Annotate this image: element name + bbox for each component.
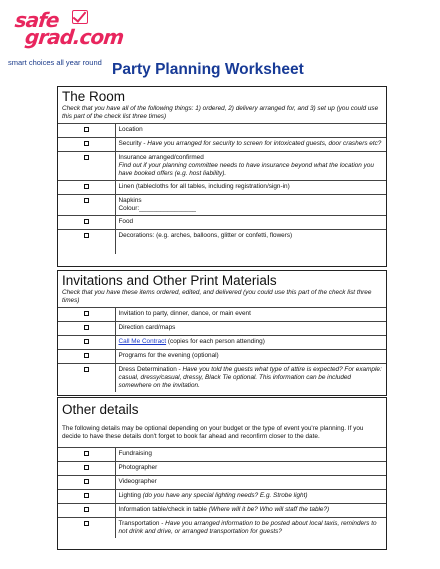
- print-heading: Invitations and Other Print Materials: [62, 273, 277, 288]
- item-cell: [115, 518, 386, 539]
- checkbox[interactable]: [84, 367, 89, 372]
- print-checklist: [58, 307, 386, 392]
- table-row: [58, 364, 386, 393]
- table-row: [58, 490, 386, 504]
- table-row: [58, 124, 386, 138]
- checkbox[interactable]: [84, 233, 89, 238]
- table-row: [58, 350, 386, 364]
- item-label: Decorations: (e.g. arches, balloons, glitter or confetti, flowers): [118, 232, 293, 239]
- table-row: [58, 322, 386, 336]
- call-me-contract-link[interactable]: Call Me Contract: [118, 338, 167, 345]
- logo-line-1: safe: [13, 8, 60, 32]
- item-cell: [115, 230, 386, 254]
- item-cell: [115, 308, 386, 322]
- table-row: [58, 195, 386, 216]
- table-row: [58, 462, 386, 476]
- checkbox-cell: [58, 230, 115, 254]
- checkbox-cell: [58, 195, 115, 216]
- table-row: [58, 336, 386, 350]
- napkin-colour-field[interactable]: Colour:________________: [118, 205, 196, 212]
- checkbox-cell: [58, 181, 115, 195]
- item-cell: [115, 124, 386, 138]
- checkbox-cell: [58, 152, 115, 181]
- print-intro: Check that you have these items ordered, edited, and delivered (you could use this part of the check list three times): [62, 289, 372, 304]
- checkbox-cell: [58, 138, 115, 152]
- page-title: Party Planning Worksheet: [112, 61, 304, 78]
- item-label: Photographer: [118, 464, 158, 471]
- other-heading: Other details: [62, 402, 139, 417]
- checkbox-cell: [58, 124, 115, 138]
- checkbox[interactable]: [84, 465, 89, 470]
- safegrad-logo: [8, 6, 125, 68]
- checkbox[interactable]: [84, 521, 89, 526]
- logo-line-2: grad.com: [23, 25, 125, 49]
- checkbox-cell: [58, 308, 115, 322]
- item-label: Programs for the evening (optional): [118, 352, 219, 359]
- checkbox[interactable]: [84, 155, 89, 160]
- item-cell: [115, 476, 386, 490]
- item-label: Fundraising: [118, 450, 152, 457]
- item-note: Have you told the guests what type of attire is expected? For example: casual, dressy/casual, dressy, Black Tie optional. This information can be included somewhere on the invitation.: [118, 366, 382, 389]
- item-cell: [115, 462, 386, 476]
- room-checklist: [58, 123, 386, 254]
- item-cell: [115, 152, 386, 181]
- item-label: Location: [118, 126, 143, 133]
- table-row: [58, 152, 386, 181]
- item-label: (copies for each person attending): [166, 338, 265, 345]
- table-row: [58, 476, 386, 490]
- item-cell: [115, 322, 386, 336]
- item-cell: [115, 195, 386, 216]
- checkbox[interactable]: [84, 493, 89, 498]
- checkbox-cell: [58, 216, 115, 230]
- checkbox-cell: [58, 504, 115, 518]
- item-label: Food: [118, 218, 134, 225]
- item-note: (Where will it be? Who will staff the table?): [208, 506, 330, 513]
- item-label: Videographer: [118, 478, 157, 485]
- other-checklist: [58, 447, 386, 538]
- item-label: Dress Determination -: [118, 366, 181, 373]
- other-intro: The following details may be optional depending on your budget or the type of event you're planning. If you decide to have these details don't forget to book far ahead and reconfirm closer to the date.: [62, 425, 364, 440]
- table-row: [58, 308, 386, 322]
- logo-tagline: smart choices all year round: [8, 58, 102, 67]
- checkbox-cell: [58, 350, 115, 364]
- checkbox[interactable]: [84, 451, 89, 456]
- item-cell: [115, 181, 386, 195]
- checkbox[interactable]: [84, 219, 89, 224]
- checkbox[interactable]: [84, 507, 89, 512]
- item-cell: [115, 216, 386, 230]
- item-cell: [115, 350, 386, 364]
- checkbox-cell: [58, 448, 115, 462]
- other-details-section: [57, 397, 387, 550]
- checkbox[interactable]: [84, 198, 89, 203]
- item-cell: [115, 448, 386, 462]
- item-label: Linen (tablecloths for all tables, including registration/sign-in): [118, 183, 290, 190]
- checkbox[interactable]: [84, 339, 89, 344]
- item-note: (do you have any special lighting needs? E.g. Strobe light): [142, 492, 308, 499]
- item-cell: [115, 490, 386, 504]
- checkbox[interactable]: [84, 184, 89, 189]
- table-row: [58, 448, 386, 462]
- item-cell: [115, 138, 386, 152]
- item-note: Have you arranged information to be posted about local taxis, reminders to not drink and drive, or arranged transportation for guests?: [118, 520, 377, 535]
- table-row: [58, 138, 386, 152]
- item-label: Invitation to party, dinner, dance, or main event: [118, 310, 251, 317]
- room-section: [57, 86, 387, 267]
- item-note: Have you arranged for security to screen for intoxicated guests, door crashers etc?: [147, 140, 382, 147]
- table-row: [58, 216, 386, 230]
- checkbox[interactable]: [84, 479, 89, 484]
- checkbox-cell: [58, 476, 115, 490]
- table-row: [58, 230, 386, 254]
- checkbox-cell: [58, 462, 115, 476]
- print-materials-section: [57, 270, 387, 396]
- item-label: Insurance arranged/confirmed: [118, 154, 204, 161]
- item-cell: [115, 336, 386, 350]
- checkbox[interactable]: [84, 141, 89, 146]
- item-label: Lighting: [118, 492, 141, 499]
- item-label: Napkins: [118, 197, 142, 204]
- table-row: [58, 504, 386, 518]
- checkbox-cell: [58, 518, 115, 539]
- checkbox-cell: [58, 322, 115, 336]
- item-label: Direction card/maps: [118, 324, 176, 331]
- table-row: [58, 181, 386, 195]
- checkbox-check-icon: [72, 10, 88, 24]
- checkbox-cell: [58, 336, 115, 350]
- item-label: Security -: [118, 140, 146, 147]
- checkbox[interactable]: [84, 311, 89, 316]
- checkbox[interactable]: [84, 127, 89, 132]
- checkbox-cell: [58, 364, 115, 393]
- item-cell: [115, 504, 386, 518]
- table-row: [58, 518, 386, 539]
- item-note: Find out if your planning committee needs to have insurance beyond what the location you have booked offers (e.g. host liability).: [118, 162, 374, 177]
- item-label: Information table/check in table: [118, 506, 207, 513]
- checkbox-cell: [58, 490, 115, 504]
- logo-wordmark: [12, 8, 126, 49]
- item-cell: [115, 364, 386, 393]
- room-heading: The Room: [62, 89, 126, 104]
- checkbox[interactable]: [84, 353, 89, 358]
- room-intro: Check that you have all of the following things: 1) ordered, 2) delivery arranged for, and 3) set up (you could use this part of the check list three times): [62, 105, 379, 120]
- checkbox[interactable]: [84, 325, 89, 330]
- item-label: Transportation -: [118, 520, 164, 527]
